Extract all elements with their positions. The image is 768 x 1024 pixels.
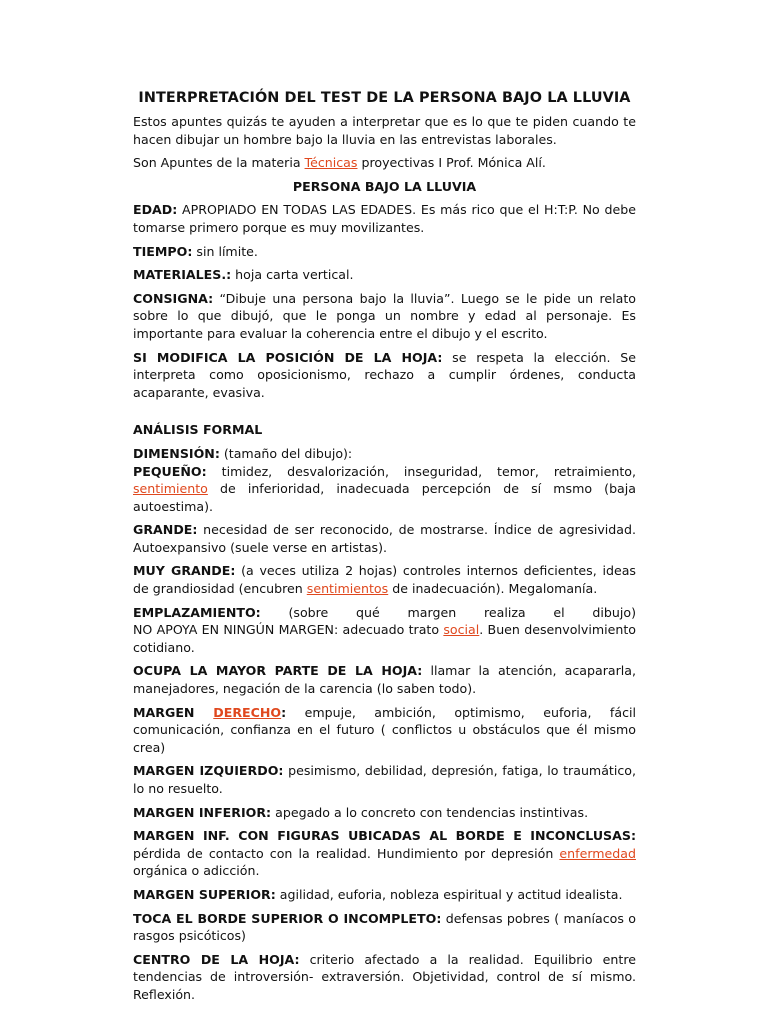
ocupa-text: llamar la atención, acapararla, manejadores, negación de la carencia (lo saben todo). bbox=[133, 663, 636, 697]
no-apoya-text bbox=[133, 621, 636, 656]
centro-paragraph bbox=[133, 951, 636, 1004]
document-title: INTERPRETACIÓN DEL TEST DE LA PERSONA BAJO LA LLUVIA bbox=[138, 90, 631, 106]
materiales-paragraph bbox=[133, 266, 636, 284]
dimension-text: (tamaño del dibujo): bbox=[219, 445, 353, 461]
enfermedad-link[interactable]: enfermedad bbox=[559, 845, 636, 861]
grande-text: necesidad de ser reconocido, de mostrarse. Índice de agresividad. Autoexpansivo (suele verse en artistas). bbox=[133, 522, 636, 555]
margen-inferior-text: apegado a lo concreto con tendencias instintivas. bbox=[271, 804, 589, 820]
margen-derecho-text: empuje, ambición, optimismo, euforia, fácil comunicación, confianza en el futuro ( conflictos u obstáculos que él mismo crea) bbox=[133, 704, 636, 755]
social-link[interactable]: social bbox=[443, 622, 480, 638]
pequeno-label: PEQUEÑO: bbox=[133, 463, 207, 479]
intro-text: Estos apuntes quizás te ayuden a interpretar que es lo que te piden cuando te hacen dibujar un hombre bajo la lluvia en las entrevistas laborales. bbox=[133, 114, 636, 147]
toca-borde-paragraph bbox=[133, 910, 636, 945]
margen-superior-paragraph bbox=[133, 886, 636, 904]
spacer bbox=[133, 407, 636, 421]
margen-inf-figuras-paragraph bbox=[133, 827, 636, 880]
margen-inferior-label: MARGEN INFERIOR: bbox=[133, 804, 272, 820]
source-text-before: Son Apuntes de la materia bbox=[133, 155, 305, 171]
pequeno-text-before: timidez, desvalorización, inseguridad, temor, retraimiento, bbox=[206, 463, 636, 479]
emplazamiento-line bbox=[133, 604, 636, 622]
tecnicas-link[interactable]: Técnicas bbox=[304, 155, 358, 171]
source-paragraph bbox=[133, 154, 636, 172]
no-apoya-text-after: . Buen desenvolvimiento cotidiano. bbox=[133, 622, 636, 655]
modifica-text: se respeta la elección. Se interpreta como oposicionismo, rechazo a cumplir órdenes, conducta acaparante, evasiva. bbox=[133, 349, 636, 400]
centro-text: criterio afectado a la realidad. Equilibrio entre tendencias de introversión- extraversión. Objetividad, control de sí mismo. Reflexión. bbox=[133, 951, 636, 1002]
emplazamiento-block bbox=[133, 604, 636, 657]
ocupa-paragraph bbox=[133, 662, 636, 697]
margen-superior-text: agilidad, euforia, nobleza espiritual y actitud idealista. bbox=[275, 886, 623, 902]
edad-label: EDAD: bbox=[133, 202, 178, 218]
emplazamiento-word: qué bbox=[356, 604, 380, 620]
emplazamiento-word: dibujo) bbox=[592, 604, 636, 620]
pequeno-text-after: de inferioridad, inadecuada percepción de sí msmo (baja autoestima). bbox=[133, 481, 636, 514]
margen-derecho-paragraph bbox=[133, 704, 636, 757]
margen-inf-figuras-text-after: orgánica o adicción. bbox=[133, 863, 260, 879]
muy-grande-paragraph bbox=[133, 562, 636, 597]
margen-inf-figuras-text-before: pérdida de contacto con la realidad. Hundimiento por depresión bbox=[133, 845, 560, 861]
emplazamiento-label: EMPLAZAMIENTO: bbox=[133, 604, 261, 620]
section-subtitle: PERSONA BAJO LA LLUVIA bbox=[292, 178, 477, 194]
derecho-link[interactable]: DERECHO bbox=[213, 704, 282, 720]
margen-izquierdo-label: MARGEN IZQUIERDO: bbox=[133, 763, 284, 779]
dimension-paragraph bbox=[133, 445, 636, 463]
tiempo-label: TIEMPO: bbox=[133, 243, 193, 259]
edad-text: APROPIADO EN TODAS LAS EDADES. Es más rico que el H:T:P. No debe tomarse primero porque es muy movilizantes. bbox=[133, 202, 636, 235]
modifica-label: SI MODIFICA LA POSICIÓN DE LA HOJA: bbox=[133, 349, 443, 365]
muy-grande-label: MUY GRANDE: bbox=[133, 563, 236, 579]
margen-izquierdo-text: pesimismo, debilidad, depresión, fatiga, lo traumático, lo no resuelto. bbox=[133, 763, 636, 796]
margen-inf-figuras-label: MARGEN INF. CON FIGURAS UBICADAS AL BORDE E INCONCLUSAS: bbox=[133, 828, 636, 844]
intro-paragraph bbox=[133, 113, 636, 148]
grande-paragraph bbox=[133, 521, 636, 556]
margen-derecho-colon: : bbox=[281, 704, 287, 720]
muy-grande-text-after: de inadecuación). Megalomanía. bbox=[388, 581, 598, 597]
dimension-label: DIMENSIÓN: bbox=[133, 445, 220, 461]
consigna-text: “Dibuje una persona bajo la lluvia”. Luego se le pide un relato sobre lo que dibujó, que le ponga un nombre y edad al personaje. Es importante para evaluar la coherencia entre el dibujo y el escrito. bbox=[133, 290, 636, 341]
margen-derecho-label: MARGEN bbox=[133, 704, 214, 720]
emplazamiento-word: margen bbox=[407, 604, 457, 620]
muy-grande-text-before: (a veces utiliza 2 hojas) controles internos deficientes, ideas de grandiosidad (encubren bbox=[133, 563, 636, 597]
ocupa-label: OCUPA LA MAYOR PARTE DE LA HOJA: bbox=[133, 663, 423, 679]
no-apoya-text-before: NO APOYA EN NINGÚN MARGEN: adecuado trato bbox=[133, 622, 444, 638]
emplazamiento-word: (sobre bbox=[288, 604, 329, 620]
pequeno-paragraph bbox=[133, 463, 636, 516]
margen-superior-label: MARGEN SUPERIOR: bbox=[133, 886, 276, 902]
analisis-heading: ANÁLISIS FORMAL bbox=[133, 422, 263, 438]
sentimientos-link[interactable]: sentimientos bbox=[306, 581, 389, 597]
edad-paragraph bbox=[133, 201, 636, 236]
materiales-label: MATERIALES.: bbox=[133, 267, 232, 283]
toca-borde-text: defensas pobres ( maníacos o rasgos psicóticos) bbox=[133, 910, 636, 944]
materiales-text: hoja carta vertical. bbox=[231, 267, 354, 283]
document-page bbox=[133, 88, 636, 1010]
margen-izquierdo-paragraph bbox=[133, 762, 636, 797]
consigna-paragraph bbox=[133, 290, 636, 343]
centro-label: CENTRO DE LA HOJA: bbox=[133, 951, 300, 967]
margen-inferior-paragraph bbox=[133, 804, 636, 822]
emplazamiento-word: el bbox=[553, 604, 565, 620]
emplazamiento-word: realiza bbox=[483, 604, 526, 620]
tiempo-paragraph bbox=[133, 243, 636, 261]
modifica-paragraph bbox=[133, 349, 636, 402]
sentimiento-link[interactable]: sentimiento bbox=[133, 481, 208, 497]
consigna-label: CONSIGNA: bbox=[133, 290, 214, 306]
grande-label: GRANDE: bbox=[133, 522, 198, 538]
tiempo-text: sin límite. bbox=[192, 243, 258, 259]
source-text-after: proyectivas I Prof. Mónica Alí. bbox=[357, 155, 546, 171]
toca-borde-label: TOCA EL BORDE SUPERIOR O INCOMPLETO: bbox=[133, 910, 442, 926]
